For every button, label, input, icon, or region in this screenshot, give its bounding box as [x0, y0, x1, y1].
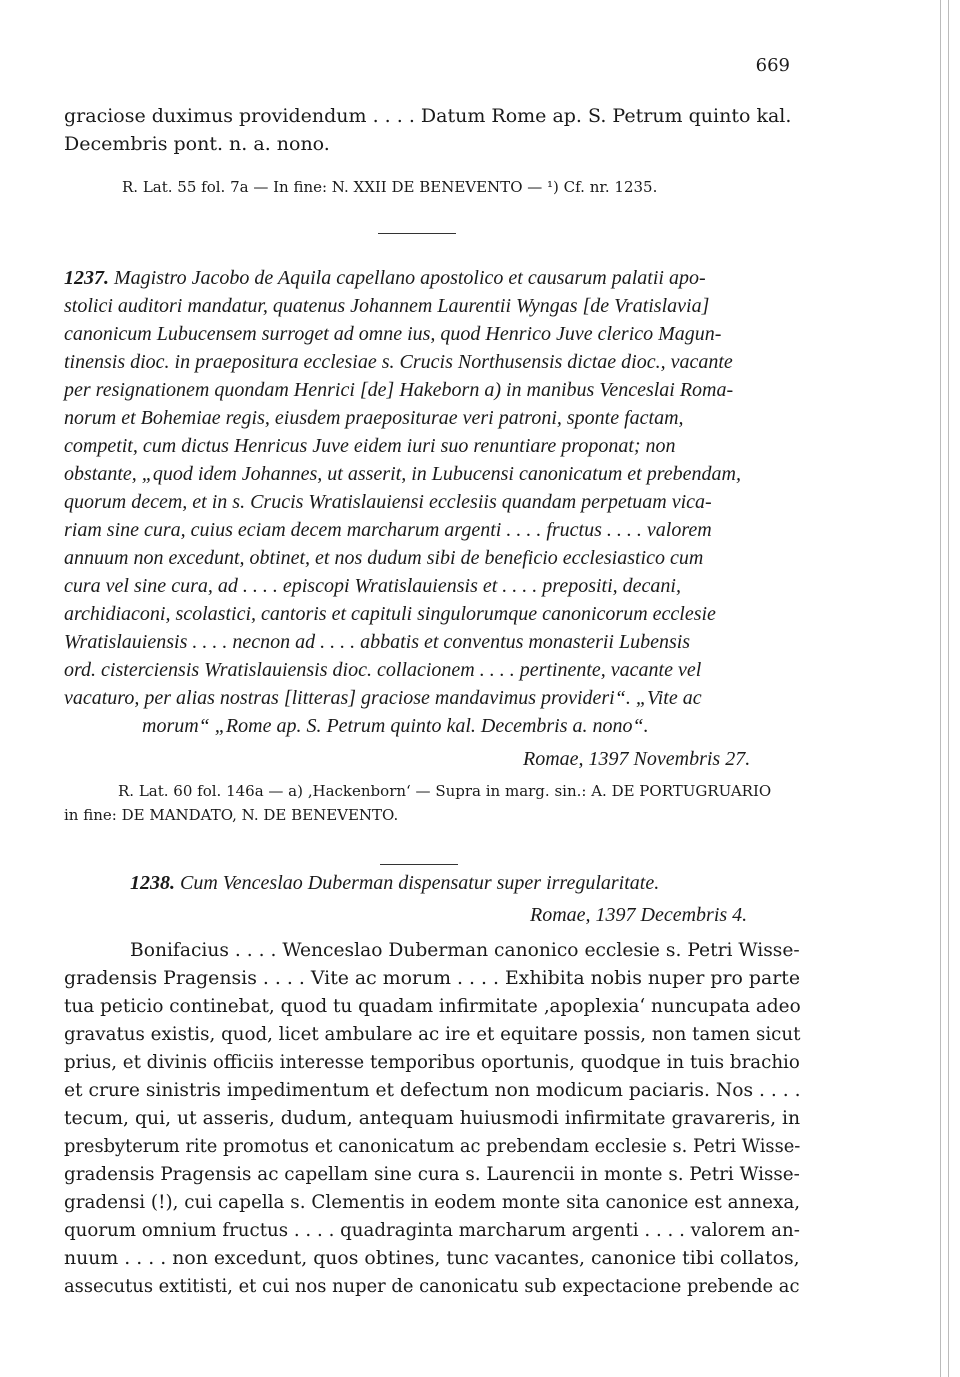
- text-line: morum“ „Rome ap. S. Petrum quinto kal. Decembris a. nono“.: [142, 715, 649, 737]
- page-number: 669: [755, 55, 790, 76]
- text-line: Wratislauiensis . . . . necnon ad . . . . abbatis et conventus monasterii Lubensis: [64, 631, 691, 653]
- text-line: tinensis dioc. in praepositura ecclesiae s. Crucis Northusensis dictae dioc., vacante: [64, 351, 733, 373]
- footnote: R. Lat. 55 fol. 7a — In fine: N. XXII DE BENEVENTO — ¹) Cf. nr. 1235.: [122, 178, 658, 196]
- text-line: stolici auditori mandatur, quatenus Johannem Laurentii Wyngas [de Vratislavia]: [64, 295, 710, 317]
- text-line: Decembris pont. n. a. nono.: [64, 133, 330, 155]
- entry-number: 1238.: [130, 872, 175, 894]
- separator-rule: [378, 233, 456, 234]
- text-line: cura vel sine cura, ad . . . . episcopi Wratislauiensis et . . . . prepositi, decani,: [64, 575, 681, 597]
- text-line: obstante, „quod idem Johannes, ut asserit, in Lubucensi canonicatum et prebendam,: [64, 463, 741, 485]
- text-line: gradensis Pragensis ac capellam sine cura s. Laurencii in monte s. Petri Wisse-: [64, 1163, 800, 1185]
- scan-edge-line: [948, 0, 949, 1377]
- text-line: et crure sinistris impedimentum et defectum non modicum paciaris. Nos . . . .: [64, 1079, 801, 1101]
- entry-heading: [130, 873, 659, 893]
- entry-date: Romae, 1397 Decembris 4.: [530, 904, 748, 926]
- entry-1237-first-line: [64, 268, 706, 288]
- footnote: in fine: DE MANDATO, N. DE BENEVENTO.: [64, 806, 399, 824]
- text-line: per resignationem quondam Henrici [de] Hakeborn a) in manibus Venceslai Roma-: [64, 379, 734, 401]
- text-line: nuum . . . . non excedunt, quos obtines, tunc vacantes, canonice tibi collatos,: [64, 1247, 800, 1269]
- text-line: presbyterum rite promotus et canonicatum ac prebendam ecclesie s. Petri Wisse-: [64, 1135, 801, 1157]
- text-line: prius, et divinis officiis interesse temporibus oportunis, quodque in tuis brachio: [64, 1051, 800, 1073]
- text-line: graciose duximus providendum . . . . Datum Rome ap. S. Petrum quinto kal.: [64, 105, 792, 127]
- text-line: norum et Bohemiae regis, eiusdem praepositurae veri patroni, sponte factam,: [64, 407, 684, 429]
- text-line: archidiaconi, scolastici, cantoris et capituli singulorumque canonicorum ecclesie: [64, 603, 716, 625]
- separator-rule: [380, 864, 458, 865]
- text-line: annuum non excedunt, obtinet, et nos dudum sibi de beneficio ecclesiastico cum: [64, 547, 704, 569]
- text-line: Bonifacius . . . . Wenceslao Duberman canonico ecclesie s. Petri Wisse-: [130, 939, 800, 961]
- entry-number: 1237.: [64, 267, 109, 289]
- text-line: competit, cum dictus Henricus Juve eidem iuri suo renuntiare proponat; non: [64, 435, 676, 457]
- entry-date: Romae, 1397 Novembris 27.: [523, 748, 751, 770]
- entry-title: Cum Venceslao Duberman dispensatur super irregularitate.: [180, 872, 660, 894]
- text-line: ord. cisterciensis Wratislauiensis dioc. collacionem . . . . pertinente, vacante vel: [64, 659, 702, 681]
- footnote: R. Lat. 60 fol. 146a — a) ‚Hackenborn‘ — Supra in marg. sin.: A. DE PORTUGRUARIO: [118, 782, 772, 800]
- text-line: Magistro Jacobo de Aquila capellano apostolico et causarum palatii apo-: [114, 267, 706, 289]
- scan-edge-line: [940, 0, 941, 1377]
- text-line: tecum, qui, ut asseris, dudum, antequam huiusmodi infirmitate gravareris, in: [64, 1107, 801, 1129]
- text-line: canonicum Lubucensem surroget ad omne ius, quod Henrico Juve clerico Magun-: [64, 323, 722, 345]
- text-line: tua peticio continebat, quod tu quadam infirmitate ‚apoplexia‘ nuncupata adeo: [64, 995, 801, 1017]
- text-line: gradensis Pragensis . . . . Vite ac morum . . . . Exhibita nobis nuper pro parte: [64, 967, 800, 989]
- text-line: gradensi (!), cui capella s. Clementis in eodem monte sita canonice est annexa,: [64, 1191, 801, 1213]
- text-line: gravatus existis, quod, licet ambulare ac ire et equitare possis, non tamen sicut: [64, 1023, 801, 1045]
- text-line: quorum omnium fructus . . . . quadraginta marcharum argenti . . . . valorem an-: [64, 1219, 800, 1241]
- text-line: quorum decem, et in s. Crucis Wratislauiensi ecclesiis quandam perpetuam vica-: [64, 491, 712, 513]
- text-line: assecutus extitisti, et cui nos nuper de canonicatu sub expectacione prebende ac: [64, 1275, 800, 1297]
- text-line: riam sine cura, cuius eciam decem marcharum argenti . . . . fructus . . . . valorem: [64, 519, 712, 541]
- text-line: vacaturo, per alias nostras [litteras] graciose mandavimus provideri“. „Vite ac: [64, 687, 702, 709]
